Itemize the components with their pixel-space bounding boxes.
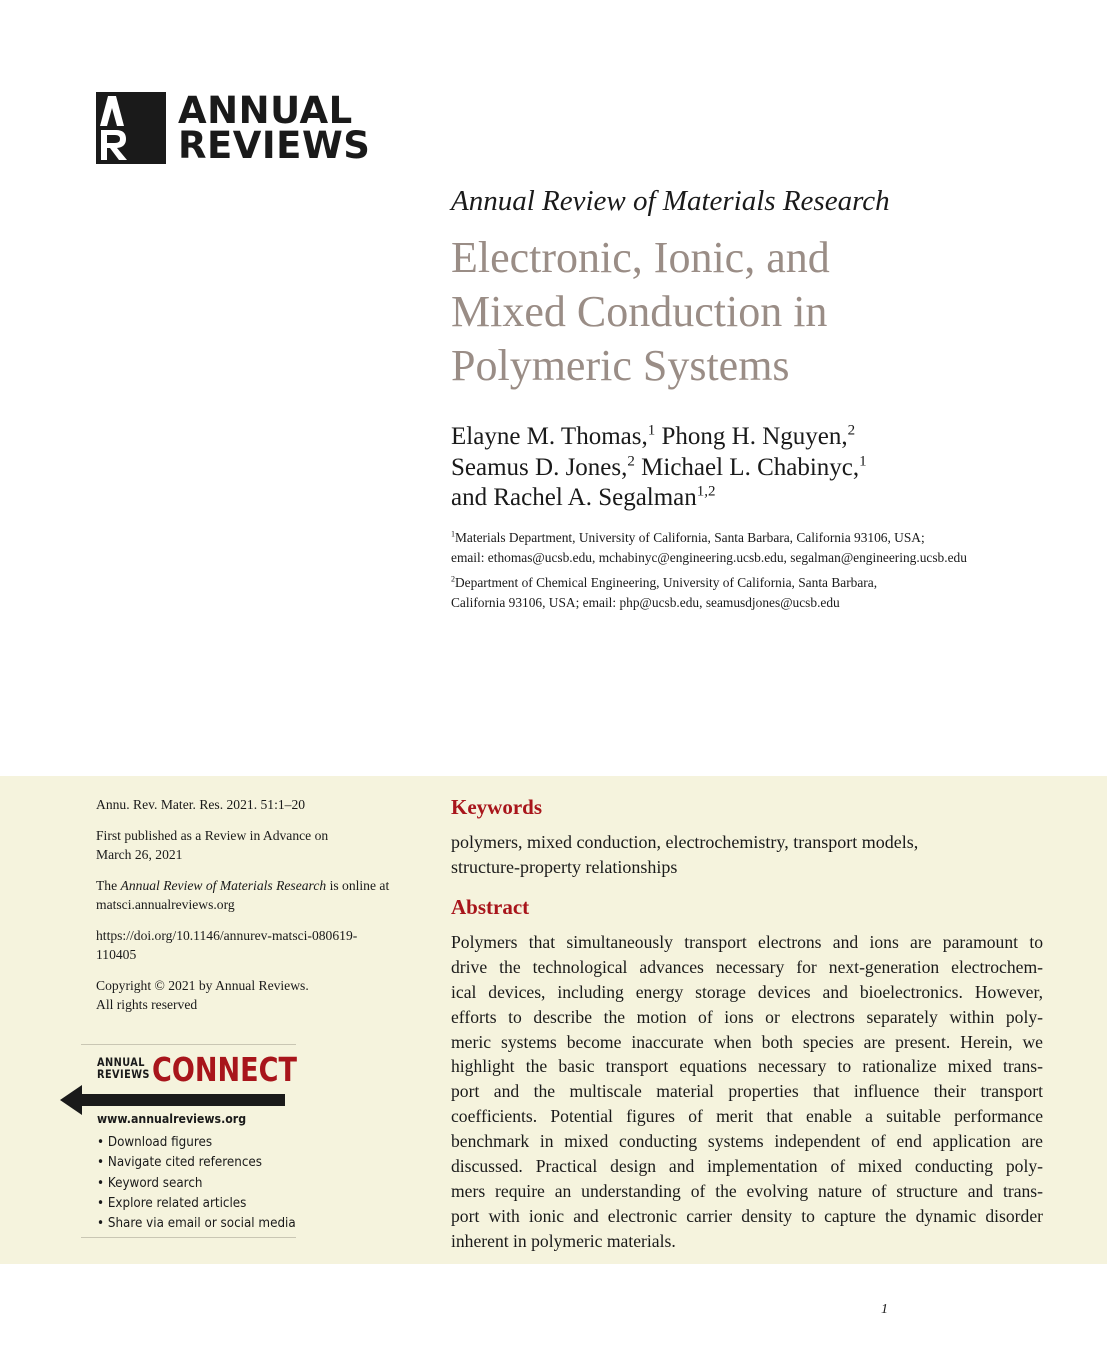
affiliation-2	[451, 573, 1071, 612]
abstract-line: Polymers that simultaneously transport electrons and ions are paramount to	[451, 932, 1043, 952]
affiliation-line	[451, 573, 1071, 593]
keywords-heading: Keywords	[451, 795, 542, 819]
divider	[81, 1044, 296, 1045]
citation: Annu. Rev. Mater. Res. 2021. 51:1–20	[96, 797, 306, 812]
keywords-line: polymers, mixed conduction, electrochemistry, transport models,	[451, 832, 919, 852]
divider	[81, 1237, 296, 1238]
doi-line[interactable]: https://doi.org/10.1146/annurev-matsci-080619-	[96, 928, 358, 943]
abstract-line: benchmark in mixed conducting systems independent of end application are	[451, 1131, 1043, 1152]
abstract-line: port and the multiscale material properties that influence their transport	[451, 1081, 1043, 1102]
author-affiliation-mark: 1	[859, 453, 867, 470]
article-title	[451, 231, 1071, 393]
author-affiliation-mark: 2	[627, 453, 635, 470]
abstract-line: mers require an understanding of the evolving nature of structure and trans-	[451, 1180, 1043, 1201]
logo-line-annual: ANNUAL	[178, 89, 353, 132]
title-line: Electronic, Ionic, and	[451, 233, 830, 282]
annual-reviews-connect-box	[60, 1044, 296, 1238]
author-name: Phong H. Nguyen,	[661, 423, 848, 450]
abstract-line: ical devices, including energy storage devices and bioelectronics. However,	[451, 981, 1043, 1002]
publication-date-line: First published as a Review in Advance on	[96, 828, 329, 843]
abstract-line: coefficients. Potential figures of merit that enable a suitable performance	[451, 1106, 1043, 1127]
author-line	[451, 453, 867, 484]
keywords-line: structure-property relationships	[451, 857, 678, 877]
doi-line[interactable]: 110405	[96, 947, 137, 962]
affiliation-1	[451, 528, 1071, 567]
keywords-text	[451, 830, 918, 880]
list-item: • Navigate cited references	[97, 1153, 296, 1173]
abstract-heading: Abstract	[451, 895, 530, 919]
author-affiliation-mark: 2	[847, 422, 856, 439]
publication-date	[96, 826, 426, 864]
arrow-bar	[76, 1094, 285, 1106]
ar-logo-mark-icon	[96, 92, 166, 164]
page-number: 1	[881, 1302, 888, 1317]
abstract-line: inherent in polymeric materials.	[451, 1230, 676, 1251]
connect-brand: CONNECT	[152, 1050, 297, 1089]
affiliation-mark: 2	[451, 574, 456, 584]
affiliation-text: Materials Department, University of California, Santa Barbara, California 93106, USA;	[455, 530, 925, 545]
list-item: • Download figures	[97, 1133, 296, 1153]
author-name: Michael L. Chabinyc,	[641, 453, 860, 481]
online-journal-name: Annual Review of Materials Research	[120, 878, 327, 893]
connect-feature-list	[97, 1133, 313, 1234]
author-name: Elayne M. Thomas,	[451, 423, 648, 450]
author-name: Rachel A. Segalman	[493, 484, 697, 511]
publication-date-line: March 26, 2021	[96, 847, 183, 862]
logo-wordmark	[178, 89, 371, 167]
copyright	[96, 976, 426, 1014]
connect-annual-reviews-label: ANNUAL REVIEWS	[97, 1055, 150, 1081]
journal-name: Annual Review of Materials Research	[451, 185, 890, 217]
annual-reviews-logo	[96, 89, 371, 167]
logo-line-reviews: REVIEWS	[178, 124, 371, 167]
abstract-line: discussed. Practical design and implementation of mixed conducting poly-	[451, 1156, 1043, 1177]
title-line: Polymeric Systems	[451, 341, 790, 390]
author-list	[451, 422, 867, 514]
author-name: Seamus D. Jones,	[451, 453, 628, 481]
abstract-line: meric systems become inaccurate when both species are present. Herein, we	[451, 1031, 1043, 1052]
list-item: • Explore related articles	[97, 1194, 296, 1214]
title-line: Mixed Conduction in	[451, 287, 828, 336]
online-info	[96, 876, 426, 914]
abstract-text	[451, 930, 1043, 1254]
copyright-line: All rights reserved	[96, 997, 198, 1012]
connect-url-link[interactable]: www.annualreviews.org	[97, 1111, 247, 1126]
author-line	[451, 483, 867, 514]
abstract-line: port with ionic and electronic carrier density to capture the dynamic disorder	[451, 1205, 1043, 1226]
copyright-line: Copyright © 2021 by Annual Reviews.	[96, 978, 309, 993]
affiliation-mark: 1	[451, 529, 456, 539]
author-affiliation-mark: 1,2	[696, 483, 716, 500]
abstract-line: drive the technological advances necessary for next-generation electrochem-	[451, 956, 1043, 977]
list-item: • Share via email or social media	[97, 1214, 296, 1234]
abstract-line: efforts to describe the motion of ions or electrons separately within poly-	[451, 1006, 1043, 1027]
affiliation-text: Department of Chemical Engineering, University of California, Santa Barbara,	[455, 575, 878, 590]
affiliation-line	[451, 528, 1071, 548]
author-conjunction: and	[451, 484, 494, 511]
author-affiliation-mark: 1	[647, 422, 656, 439]
doi-link[interactable]	[96, 926, 426, 964]
affiliation-email-line: California 93106, USA; email: php@ucsb.edu, seamusdjones@ucsb.edu	[451, 594, 840, 610]
journal-url-link[interactable]: matsci.annualreviews.org	[96, 897, 235, 912]
abstract-line: highlight the basic transport equations necessary to rationalize mixed trans-	[451, 1056, 1043, 1077]
author-line	[451, 422, 867, 453]
list-item: • Keyword search	[97, 1174, 296, 1194]
affiliation-email-line: email: ethomas@ucsb.edu, mchabinyc@engineering.ucsb.edu, segalman@engineering.ucsb.edu	[451, 549, 967, 565]
online-info-line: The Annual Review of Materials Research is online at	[96, 878, 390, 893]
